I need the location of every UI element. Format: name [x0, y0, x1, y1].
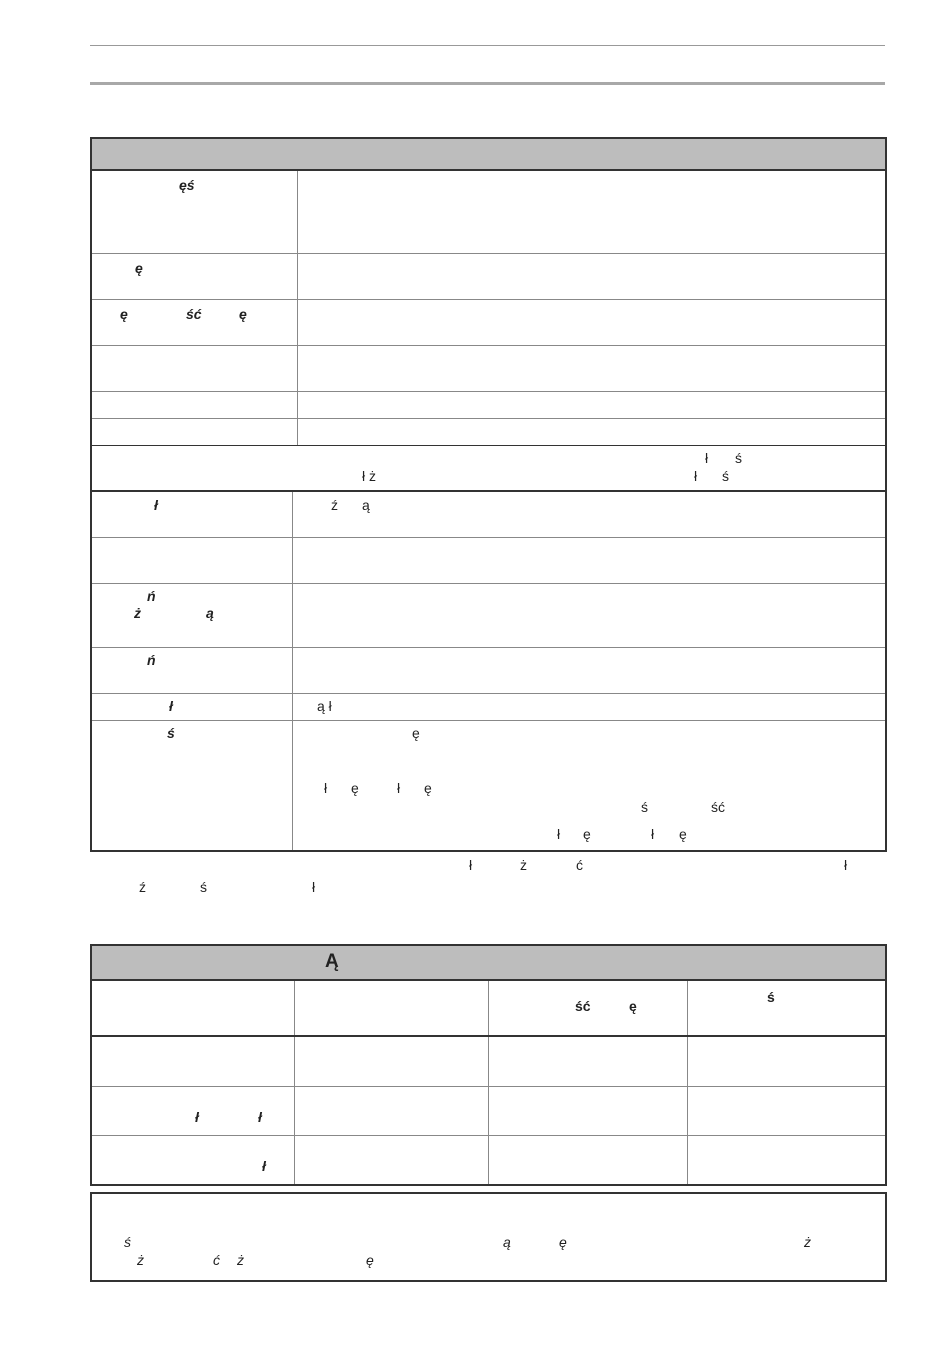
row-value [293, 584, 885, 647]
table-row [92, 492, 885, 538]
row-label-text: ęś [179, 177, 195, 193]
row-value-text: ł [651, 826, 655, 842]
row-label [92, 346, 298, 391]
row-label-text: ń [147, 652, 156, 668]
note-text: ś [735, 450, 742, 466]
row-label [92, 584, 293, 647]
table-note [92, 445, 885, 492]
row-label-text: ł [154, 497, 158, 513]
row-label [92, 492, 293, 537]
column-header-text: ę [629, 998, 637, 1014]
row-label [92, 254, 298, 299]
comparison-table-header [92, 946, 885, 981]
note-box-text: ż [137, 1252, 144, 1268]
column-header [489, 981, 688, 1035]
row-value [298, 300, 885, 345]
row-label [92, 419, 298, 445]
row-value [298, 254, 885, 299]
row-value-text: ł [397, 780, 401, 796]
table-row [92, 1087, 885, 1136]
table-cell [295, 1037, 489, 1086]
row-value-text: ę [424, 780, 432, 796]
row-value [293, 492, 885, 537]
table-row [92, 538, 885, 584]
spec-table-header [92, 139, 885, 171]
row-label-text: ę [239, 306, 247, 322]
header-rule [90, 45, 885, 46]
row-label [92, 171, 298, 253]
footnote-text: ł [312, 879, 316, 895]
footnote-text: ć [576, 857, 583, 873]
table-cell [489, 1087, 688, 1135]
table-row [92, 392, 885, 419]
note-box-text: ę [366, 1252, 374, 1268]
row-value [293, 694, 885, 720]
table-cell [295, 1087, 489, 1135]
row-value [293, 648, 885, 693]
comparison-table [90, 944, 887, 1186]
table-row [92, 648, 885, 694]
table-cell [688, 1087, 885, 1135]
table-row [92, 254, 885, 300]
table-row [92, 584, 885, 648]
table-row [92, 346, 885, 392]
row-value-text: ą [362, 497, 370, 513]
table-cell [92, 1136, 295, 1184]
row-value-text: ź [331, 497, 338, 513]
footnote-text: ż [520, 857, 527, 873]
row-value [293, 721, 885, 850]
row-value-text: ś [641, 799, 648, 815]
footnote-text: ź [139, 879, 146, 895]
note-box-text: ć [213, 1252, 220, 1268]
row-label-text: ę [120, 306, 128, 322]
table-cell [489, 1037, 688, 1086]
table-row [92, 1136, 885, 1184]
table-row [92, 694, 885, 721]
note-box-text: ą [503, 1234, 511, 1250]
row-value [298, 346, 885, 391]
row-label [92, 721, 293, 850]
note-text: ł [694, 468, 698, 484]
row-value [298, 171, 885, 253]
header-thick-rule [90, 82, 885, 85]
row-value [298, 419, 885, 445]
column-header-text: ść [575, 998, 591, 1014]
row-value-text: ę [351, 780, 359, 796]
row-label [92, 694, 293, 720]
cell-text: ł [195, 1109, 199, 1125]
footnote [90, 855, 885, 895]
note-text: ł ż [362, 468, 376, 484]
row-value-text: ę [583, 826, 591, 842]
row-value-text: ść [711, 799, 725, 815]
row-value-text: ę [679, 826, 687, 842]
row-label [92, 538, 293, 583]
table-row [92, 721, 885, 850]
row-label [92, 648, 293, 693]
note-text: ś [722, 468, 729, 484]
footnote-text: ś [200, 879, 207, 895]
footnote-text: ł [469, 857, 473, 873]
row-value [298, 392, 885, 418]
column-header [688, 981, 885, 1035]
row-value [293, 538, 885, 583]
row-value-text: ł [557, 826, 561, 842]
cell-text: ł [262, 1158, 266, 1174]
note-box-text: ę [559, 1234, 567, 1250]
row-label [92, 392, 298, 418]
table-cell [688, 1136, 885, 1184]
note-box-text: ś [124, 1234, 131, 1250]
row-label-text: ą [206, 605, 214, 621]
row-label-text: ń [147, 588, 156, 604]
row-label-text: ł [169, 698, 173, 714]
table-title: Ą [325, 951, 339, 972]
table-cell [489, 1136, 688, 1184]
table-cell [92, 1037, 295, 1086]
note-box-text: ż [237, 1252, 244, 1268]
column-header-text: ś [767, 989, 775, 1005]
table-row [92, 1037, 885, 1087]
table-row [92, 171, 885, 254]
row-label-text: ę [135, 260, 143, 276]
note-text: ł [705, 450, 709, 466]
table-header-row [92, 981, 885, 1037]
row-value-text: ł [324, 780, 328, 796]
footnote-text: ł [844, 857, 848, 873]
row-label [92, 300, 298, 345]
row-label-text: ś [167, 725, 175, 741]
table-cell [688, 1037, 885, 1086]
column-header [295, 981, 489, 1035]
row-label-text: ść [186, 306, 202, 322]
row-value-text: ą ł [317, 698, 332, 714]
table-row [92, 419, 885, 445]
table-cell [92, 1087, 295, 1135]
row-value-text: ę [412, 725, 420, 741]
note-box [90, 1192, 887, 1282]
note-box-text: ż [804, 1234, 811, 1250]
cell-text: ł [258, 1109, 262, 1125]
spec-table [90, 137, 887, 852]
row-label-text: ż [134, 605, 141, 621]
table-row [92, 300, 885, 346]
column-header [92, 981, 295, 1035]
table-cell [295, 1136, 489, 1184]
